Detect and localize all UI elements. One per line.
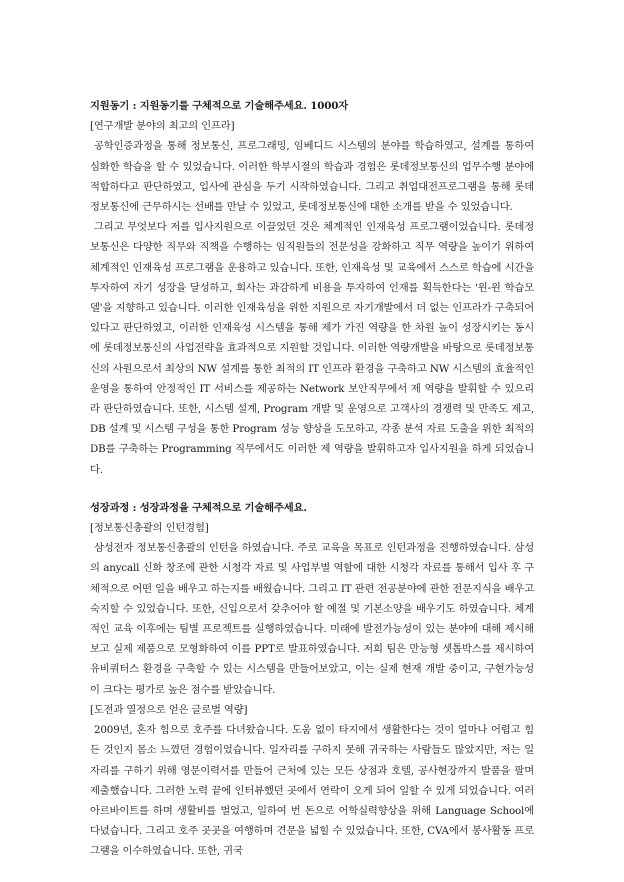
section2-subtitle-2: [도전과 열정으로 얻은 글로벌 역량]	[90, 703, 248, 716]
section1-question: 지원동기 : 지원동기를 구체적으로 기술해주세요. 1000자	[90, 100, 349, 112]
section1-paragraph: 그리고 무엇보다 저를 입사지원으로 이끌었던 것은 체계적인 인재육성 프로그램이었습니다. 롯데정보통신은 다양한 직무와 직책을 수행하는 임직원들의 전문성을 강화하고 직무 역량을 높이기 위하여 체계적인 인재육성 프로그램을 운용하고 있습니다. 또한, 인재육성 및 교육에서 스스로 학습에 시간을 투자하여 자기 성장을 달성하고, 회사는 과감하게 비용을 투자하여 인재를 획득한다는 '윈-윈 학습모델'을 지향하고 있습니다. 이러한 인재육성을 위한 지원으로 자기개발에서 더 없는 인프라가 구축되어 있다고 판단하였고, 이러한 인재육성 시스템을 통해 제가 가진 역량을 한 차원 높이 성장시키는 동시에 롯데정보통신의 사업전략을 효과적으로 지원할 것입니다. 이러한 역량개발을 바탕으로 롯데정보통신의 사원으로서 최상의 NW 설계를 통한 최적의 IT 인프라 환경을 구축하고 NW 시스템의 효율적인 운영을 통하여 안정적인 IT 서비스를 제공하는 Network 보안직무에서 제 역량을 발휘할 수 있으리라 판단하였습니다. 또한, 시스템 설계, Program 개발 및 운영으로 고객사의 경쟁력 및 만족도 제고, DB 설계 및 시스템 구성을 통한 Program 성능 향상을 도모하고, 각종 분석 자료 도출을 위한 최적의 DB를 구축하는 Programming 직무에서도 이러한 제 역량을 발휘하고자 입사지원을 하게 되었습니다.	[90, 221, 534, 476]
section2-paragraph: 2009년, 혼자 힘으로 호주를 다녀왔습니다. 도움 없이 타지에서 생활한다는 것이 얼마나 어렵고 힘든 것인지 몸소 느꼈던 경험이었습니다. 일자리를 구하지 못해 귀국하는 사람들도 많았지만, 저는 일자리를 구하기 위해 영문이력서를 만들어 근처에 있는 모든 상점과 호텔, 공사현장까지 발품을 팔며 제출했습니다. 그러한 노력 끝에 인터뷰했던 곳에서 연락이 오게 되어 일할 수 있게 되었습니다. 여러 아르바이트를 하며 생활비를 벌었고, 일하여 번 돈으로 어학실력향상을 위해 Language School에 다녔습니다. 그리고 호주 곳곳을 여행하며 견문을 넓힐 수 있었습니다. 또한, CVA에서 봉사활동 프로그램을 이수하였습니다. 또한, 귀국	[90, 724, 534, 858]
document-page	[90, 96, 534, 862]
section2-subtitle: [정보통신총괄의 인턴경험]	[90, 522, 209, 535]
section1-paragraph: 공학인증과정을 통해 정보통신, 프로그래밍, 임베디드 시스템의 분야를 학습하였고, 설계를 통하여 심화한 학습을 할 수 있었습니다. 이러한 학부시절의 학습과 경험은 롯데정보통신의 업무수행 분야에 적합하다고 판단하였고, 입사에 관심을 두기 시작하였습니다. 그리고 취업대전프로그램을 통해 롯데정보통신에 근무하시는 선배를 만날 수 있었고, 롯데정보통신에 대한 소개를 받을 수 있었습니다.	[90, 140, 534, 214]
section1-subtitle: [연구개발 분야의 최고의 인프라]	[90, 120, 235, 133]
section2-question: 성장과정 : 성장과정을 구체적으로 기술해주세요.	[90, 501, 307, 514]
section2-paragraph: 삼성전자 정보통신총괄의 인턴을 하였습니다. 주로 교육을 목표로 인턴과정을 진행하였습니다. 삼성의 anycall 신화 창조에 관한 시청각 자료 및 사업부별 역할에 대한 시청각 자료를 통해서 입사 후 구체적으로 어떤 일을 배우고 하는지를 배웠습니다. 그리고 IT 관련 전공분야에 관한 전문지식을 배우고 숙지할 수 있었습니다. 또한, 신입으로서 갖추어야 할 예절 및 기본소양을 배우기도 하였습니다. 체계적인 교육 이후에는 팀별 프로젝트를 실행하였습니다. 미래에 발전가능성이 있는 분야에 대해 제시해보고 실제 제품으로 모형화하여 이를 PPT로 발표하였습니다. 저희 팀은 만능형 셋톱박스를 제시하여 유비쿼터스 환경을 구축할 수 있는 시스템을 만들어보았고, 이는 실제 현재 개발 중이고, 구현가능성이 크다는 평가로 높은 점수를 받았습니다.	[90, 542, 534, 696]
section-gap	[90, 480, 534, 498]
